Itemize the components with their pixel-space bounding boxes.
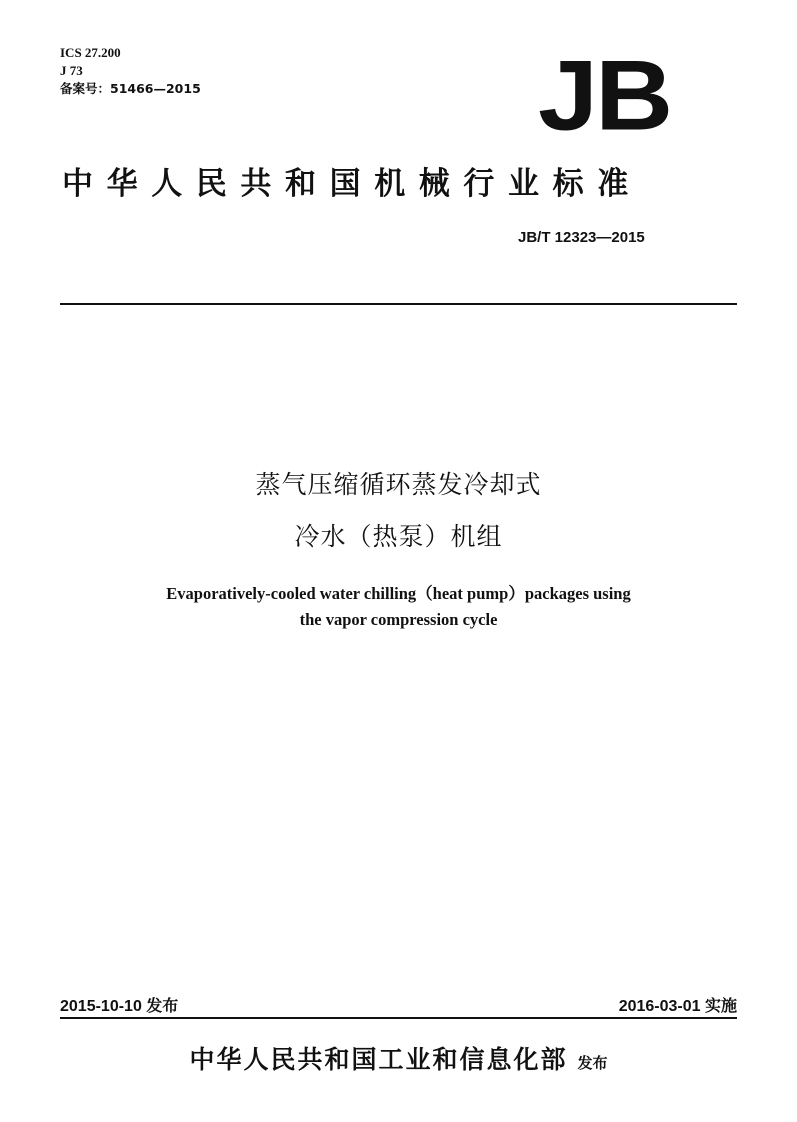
issue-date: 2015-10-10 发布 — [60, 998, 179, 1015]
bottom-divider — [60, 1017, 737, 1019]
publisher — [0, 1040, 797, 1076]
top-divider — [60, 303, 737, 305]
title-en-line2: the vapor compression cycle — [299, 610, 498, 629]
title-cn-line2: 冷水（热泵）机组 — [294, 522, 503, 551]
standard-category-name: 中华人民共和国机械行业标准 — [62, 166, 642, 202]
publisher-name: 中华人民共和国工业和信息化部 — [189, 1045, 568, 1074]
title-cn-line1: 蒸气压缩循环蒸发冷却式 — [255, 470, 542, 499]
jb-logo: JB — [538, 39, 671, 151]
implementation-date: 2016-03-01 实施 — [618, 998, 737, 1015]
ics-number: ICS 27.200 — [60, 45, 121, 60]
title-en-line1: Evaporatively-cooled water chilling（heat pump）packages using — [166, 584, 631, 603]
standard-code: JB/T 12323—2015 — [518, 229, 645, 246]
record-number: 备案号：51466—2015 — [60, 81, 201, 96]
ccs-number: J 73 — [60, 63, 83, 78]
publisher-suffix: 发布 — [577, 1054, 608, 1072]
